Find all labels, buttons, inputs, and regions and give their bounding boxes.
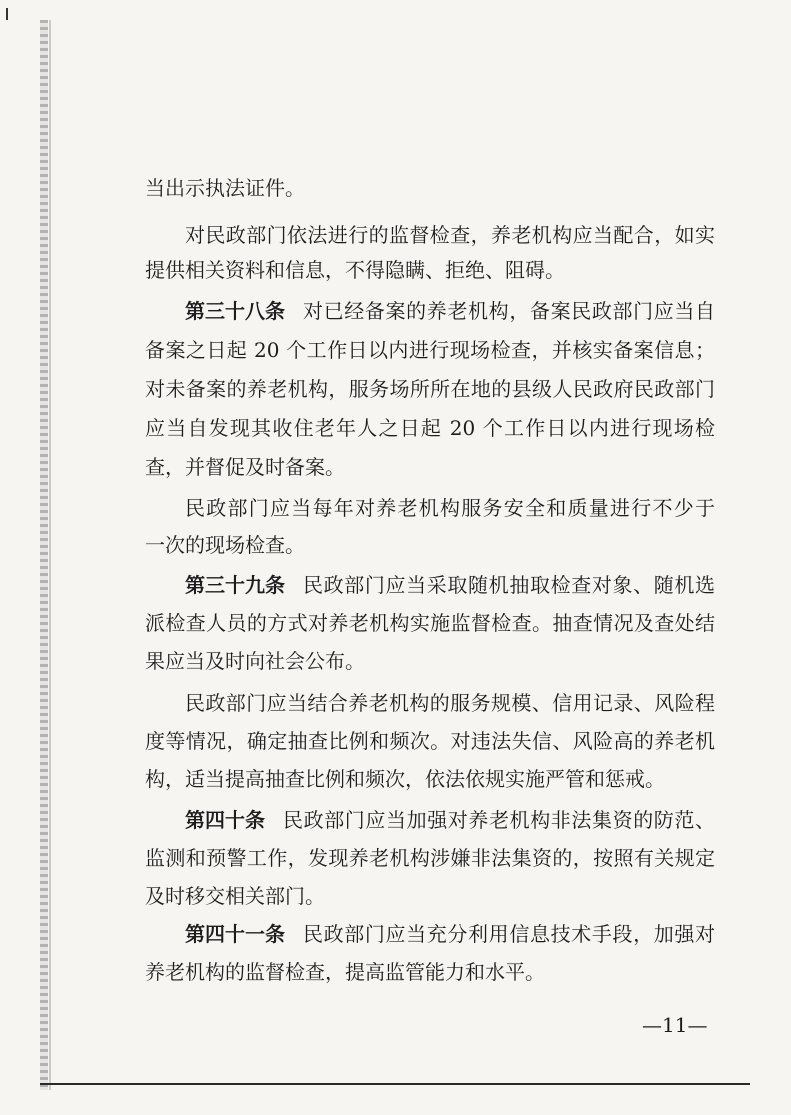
paragraph-line: 民政部门应当加强对养老机构非法集资的防范、 <box>283 808 715 832</box>
paragraph-line: 对已经备案的养老机构，备案民政部门应当自 <box>303 299 715 323</box>
paragraph-line: 查，并督促及时备案。 <box>145 455 345 479</box>
paragraph-line: 果应当及时向社会公布。 <box>145 649 365 673</box>
article-first-line <box>185 571 715 599</box>
paragraph-line: 民政部门应当结合养老机构的服务规模、信用记录、风险程 <box>185 691 715 715</box>
paragraph-line: 民政部门应当充分利用信息技术手段，加强对 <box>303 922 715 946</box>
paragraph-line: 民政部门应当采取随机抽取检查对象、随机选 <box>303 573 715 597</box>
page-bottom-rule <box>40 1083 750 1085</box>
article-heading: 第四十一条 <box>185 922 285 946</box>
article-heading: 第三十八条 <box>185 299 285 323</box>
paragraph-line: 应当自发现其收住老年人之日起 20 个工作日以内进行现场检 <box>145 416 715 440</box>
paragraph-line: 构，适当提高抽查比例和频次，依法依规实施严管和惩戒。 <box>145 767 665 791</box>
article-heading: 第四十条 <box>185 808 265 832</box>
page-number: —11— <box>642 1013 708 1037</box>
paragraph-line: 对未备案的养老机构，服务场所所在地的县级人民政府民政部门 <box>145 377 715 401</box>
paragraph-line: 当出示执法证件。 <box>145 176 305 200</box>
paragraph-line: 监测和预警工作，发现养老机构涉嫌非法集资的，按照有关规定 <box>145 846 715 870</box>
article-heading: 第三十九条 <box>185 573 285 597</box>
paragraph-line: 及时移交相关部门。 <box>145 884 325 908</box>
paragraph-line: 提供相关资料和信息，不得隐瞒、拒绝、阻碍。 <box>145 258 565 282</box>
paragraph-line: 民政部门应当每年对养老机构服务安全和质量进行不少于 <box>185 496 715 520</box>
article-first-line <box>185 806 715 834</box>
paragraph-line: 对民政部门依法进行的监督检查，养老机构应当配合，如实 <box>185 223 715 247</box>
paragraph-line: 派检查人员的方式对养老机构实施监督检查。抽查情况及查处结 <box>145 611 715 635</box>
paragraph-line: 备案之日起 20 个工作日以内进行现场检查，并核实备案信息； <box>145 338 715 362</box>
article-first-line <box>185 920 715 948</box>
paragraph-line: 度等情况，确定抽查比例和频次。对违法失信、风险高的养老机 <box>145 729 715 753</box>
paragraph-line: 养老机构的监督检查，提高监管能力和水平。 <box>145 960 545 984</box>
paragraph-line: 一次的现场检查。 <box>145 533 305 557</box>
article-first-line <box>185 297 715 325</box>
